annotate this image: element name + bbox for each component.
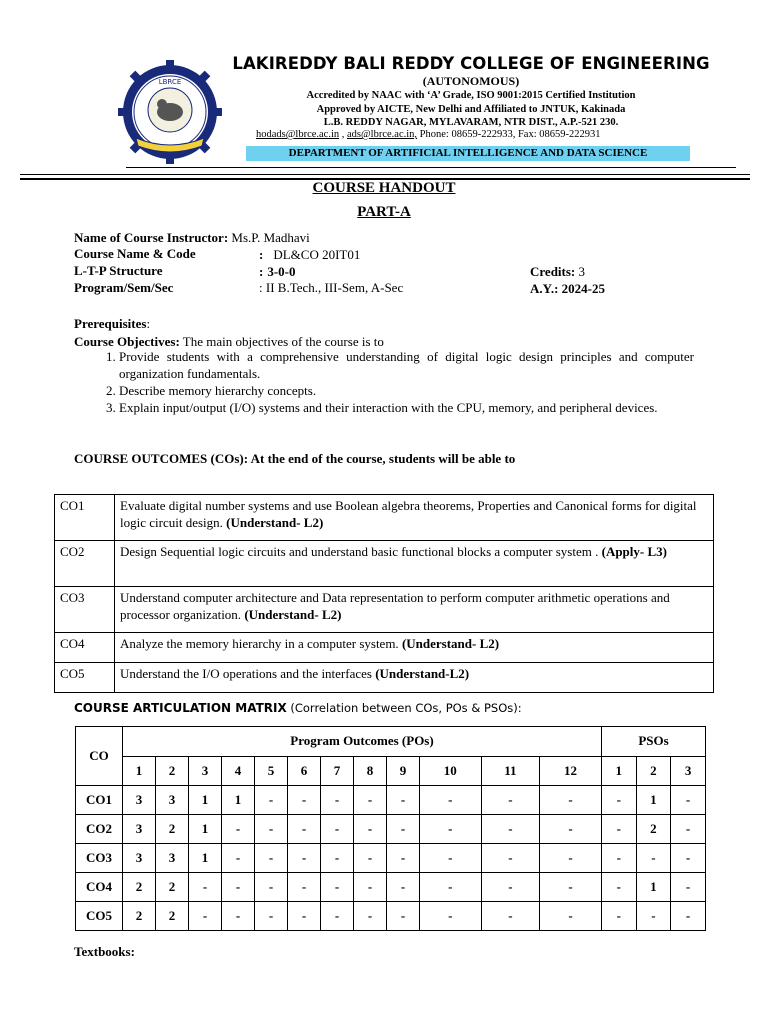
matrix-cell: 2 (156, 902, 189, 931)
matrix-cell: - (255, 815, 288, 844)
po-number: 8 (354, 756, 387, 786)
matrix-cell: - (636, 844, 671, 873)
matrix-cell: - (321, 902, 354, 931)
po-number: 9 (387, 756, 420, 786)
course-colon: : (259, 247, 264, 262)
matrix-cell: - (420, 902, 482, 931)
co-id: CO2 (55, 541, 115, 587)
matrix-cell: - (354, 873, 387, 902)
table-row (55, 633, 714, 663)
co-text: Understand computer architecture and Data representation to perform computer arithmetic operations and processor organization. (120, 590, 670, 622)
matrix-cell: - (601, 786, 636, 815)
matrix-cell: - (288, 844, 321, 873)
ay-label: A.Y.: (530, 281, 562, 296)
po-number: 10 (420, 756, 482, 786)
matrix-cell: - (420, 873, 482, 902)
document-part: PART-A (357, 204, 411, 220)
email-separator: , (339, 129, 348, 140)
matrix-cell: - (387, 844, 420, 873)
matrix-cell: - (601, 902, 636, 931)
objectives-intro-text: The main objectives of the course is to (179, 334, 384, 349)
matrix-row (76, 844, 706, 873)
matrix-cell: - (255, 844, 288, 873)
matrix-cell: 3 (123, 844, 156, 873)
matrix-cell: - (321, 815, 354, 844)
accreditation-line: Accredited by NAAC with ‘A’ Grade, ISO 9001:2015 Certified Institution (306, 90, 636, 101)
co-text: Evaluate digital number systems and use Boolean algebra theorems, Properties and Canonical forms for digital logic circuit design. (120, 498, 697, 530)
matrix-row (76, 902, 706, 931)
co-level: (Understand- L2) (226, 515, 324, 530)
credits-row (530, 263, 585, 281)
matrix-cell: - (222, 873, 255, 902)
autonomous-label: (AUTONOMOUS) (422, 74, 520, 88)
co-id: CO4 (55, 633, 115, 663)
matrix-cell: - (420, 815, 482, 844)
matrix-cell: - (481, 844, 540, 873)
matrix-cell: - (321, 786, 354, 815)
matrix-cell: 3 (156, 786, 189, 815)
matrix-cell: - (481, 786, 540, 815)
objective-item: 3. Explain input/output (I/O) systems and their interaction with the CPU, memory, and peripheral devices. (119, 399, 694, 416)
matrix-co-label: CO3 (76, 844, 123, 873)
matrix-cell: - (255, 873, 288, 902)
instructor-value: Ms.P. Madhavi (228, 230, 310, 245)
email-link-hodads[interactable]: hodads@lbrce.ac.in (256, 129, 340, 140)
po-number: 4 (222, 756, 255, 786)
matrix-cell: 1 (189, 786, 222, 815)
matrix-row (76, 786, 706, 815)
po-number: 2 (156, 756, 189, 786)
matrix-cell: - (321, 844, 354, 873)
matrix-cell: - (540, 786, 602, 815)
matrix-cell: - (601, 815, 636, 844)
matrix-cell: - (288, 815, 321, 844)
pso-number: 3 (671, 756, 706, 786)
matrix-cell: - (189, 902, 222, 931)
pso-number: 1 (601, 756, 636, 786)
po-number: 5 (255, 756, 288, 786)
table-row (55, 663, 714, 693)
matrix-cell: - (420, 844, 482, 873)
textbooks-label: Textbooks: (74, 944, 135, 959)
table-row (55, 587, 714, 633)
document-title: COURSE HANDOUT (312, 180, 456, 196)
matrix-cell: - (540, 815, 602, 844)
matrix-cell: - (671, 815, 706, 844)
matrix-cell: - (222, 844, 255, 873)
co-level: (Understand-L2) (375, 666, 470, 681)
articulation-matrix (75, 726, 706, 931)
matrix-cell: 3 (123, 786, 156, 815)
matrix-cell: - (387, 902, 420, 931)
co-column-header: CO (76, 727, 123, 786)
matrix-cell: - (354, 844, 387, 873)
matrix-cell: - (671, 902, 706, 931)
matrix-cell: - (255, 902, 288, 931)
credits-value: 3 (575, 264, 586, 279)
matrix-cell: 1 (636, 873, 671, 902)
program-label: Program/Sem/Sec (74, 280, 174, 295)
matrix-cell: 2 (156, 815, 189, 844)
course-label: Course Name & Code (74, 246, 196, 261)
table-row (55, 541, 714, 587)
matrix-co-label: CO4 (76, 873, 123, 902)
matrix-cell: - (601, 844, 636, 873)
ay-value: 2024-25 (561, 281, 606, 296)
matrix-cell: - (255, 786, 288, 815)
matrix-cell: - (671, 873, 706, 902)
phone-fax: Phone: 08659-222933, Fax: 08659-222931 (417, 129, 601, 140)
header-divider (20, 174, 750, 175)
matrix-cell: - (222, 902, 255, 931)
objectives-list (74, 348, 694, 416)
co-description (115, 587, 714, 633)
address-line: L.B. REDDY NAGAR, MYLAVARAM, NTR DIST., A.P.-521 230. (323, 117, 619, 128)
co-id: CO5 (55, 663, 115, 693)
matrix-cell: 2 (123, 873, 156, 902)
po-number: 11 (481, 756, 540, 786)
matrix-cell: - (354, 815, 387, 844)
program-value: : II B.Tech., III-Sem, A-Sec (259, 280, 404, 295)
co-id: CO3 (55, 587, 115, 633)
matrix-cell: 2 (156, 873, 189, 902)
matrix-cell: - (636, 902, 671, 931)
matrix-cell: - (481, 815, 540, 844)
co-level: (Understand- L2) (401, 636, 500, 651)
co-description (115, 663, 714, 693)
matrix-cell: - (288, 873, 321, 902)
matrix-row (76, 815, 706, 844)
co-text: Understand the I/O operations and the interfaces (120, 666, 372, 681)
matrix-cell: - (671, 786, 706, 815)
course-value-row (259, 246, 360, 264)
ltp-value-row (259, 263, 296, 281)
matrix-heading-note: (Correlation between COs, POs & PSOs): (286, 701, 522, 715)
po-number: 1 (123, 756, 156, 786)
co-text: Analyze the memory hierarchy in a computer system. (120, 636, 399, 651)
matrix-cell: - (354, 902, 387, 931)
co-description (115, 495, 714, 541)
college-name: LAKIREDDY BALI REDDY COLLEGE OF ENGINEERING (232, 54, 710, 73)
department-banner: DEPARTMENT OF ARTIFICIAL INTELLIGENCE AND DATA SCIENCE (246, 146, 690, 161)
email-link-ads[interactable]: ads@lbrce.ac.in, (347, 129, 418, 140)
po-number: 3 (189, 756, 222, 786)
matrix-cell: - (387, 786, 420, 815)
po-number: 7 (321, 756, 354, 786)
matrix-cell: - (189, 873, 222, 902)
matrix-cell: 1 (189, 815, 222, 844)
matrix-cell: - (540, 902, 602, 931)
co-description (115, 633, 714, 663)
matrix-cell: 2 (123, 902, 156, 931)
co-level: (Understand- L2) (244, 607, 342, 622)
co-description (115, 541, 714, 587)
objective-item: 2. Describe memory hierarchy concepts. (119, 382, 694, 399)
matrix-number-row (76, 756, 706, 786)
matrix-header-row (76, 727, 706, 757)
ay-row (530, 280, 605, 298)
matrix-cell: - (540, 844, 602, 873)
po-number: 6 (288, 756, 321, 786)
prerequisites-colon: : (146, 316, 151, 331)
matrix-co-label: CO2 (76, 815, 123, 844)
matrix-cell: - (481, 873, 540, 902)
approval-line: Approved by AICTE, New Delhi and Affiliated to JNTUK, Kakinada (316, 104, 626, 115)
course-value: DL&CO 20IT01 (273, 247, 361, 262)
matrix-cell: - (288, 786, 321, 815)
instructor-row (74, 229, 310, 247)
matrix-co-label: CO1 (76, 786, 123, 815)
matrix-co-label: CO5 (76, 902, 123, 931)
matrix-cell: - (288, 902, 321, 931)
matrix-cell: 1 (636, 786, 671, 815)
prerequisites-label: Prerequisites (74, 316, 147, 331)
matrix-cell: - (387, 873, 420, 902)
instructor-label: Name of Course Instructor: (74, 230, 229, 245)
contact-line (256, 129, 600, 140)
ltp-label: L-T-P Structure (74, 263, 163, 278)
matrix-row (76, 873, 706, 902)
matrix-cell: - (222, 815, 255, 844)
ltp-value: 3-0-0 (267, 264, 296, 279)
course-outcomes-table (54, 494, 714, 693)
matrix-cell: - (540, 873, 602, 902)
matrix-cell: 3 (156, 844, 189, 873)
header-divider (126, 167, 736, 168)
matrix-cell: - (387, 815, 420, 844)
ltp-colon: : (259, 264, 264, 279)
objectives-label: Course Objectives: (74, 334, 180, 349)
co-level: (Apply- L3) (601, 544, 667, 559)
matrix-cell: - (601, 873, 636, 902)
co-id: CO1 (55, 495, 115, 541)
matrix-cell: - (321, 873, 354, 902)
matrix-cell: 1 (189, 844, 222, 873)
pso-group-header: PSOs (601, 727, 705, 757)
matrix-cell: - (481, 902, 540, 931)
table-row (55, 495, 714, 541)
logo-lettering: LBRCE (158, 78, 182, 86)
outcomes-heading: COURSE OUTCOMES (COs): At the end of the course, students will be able to (74, 451, 516, 466)
credits-label: Credits: (530, 264, 576, 279)
matrix-heading (74, 701, 522, 715)
objective-item: 1. Provide students with a comprehensive understanding of digital logic design principles and computer organization fundamentals. (119, 348, 694, 382)
matrix-cell: - (420, 786, 482, 815)
po-number: 12 (540, 756, 602, 786)
matrix-cell: - (354, 786, 387, 815)
po-group-header: Program Outcomes (POs) (123, 727, 602, 757)
matrix-cell: 3 (123, 815, 156, 844)
college-logo (118, 60, 222, 164)
matrix-cell: 2 (636, 815, 671, 844)
matrix-cell: - (671, 844, 706, 873)
pso-number: 2 (636, 756, 671, 786)
matrix-cell: 1 (222, 786, 255, 815)
co-text: Design Sequential logic circuits and understand basic functional blocks a computer system . (120, 544, 599, 559)
matrix-heading-bold: COURSE ARTICULATION MATRIX (74, 701, 287, 715)
prerequisites (74, 315, 150, 333)
